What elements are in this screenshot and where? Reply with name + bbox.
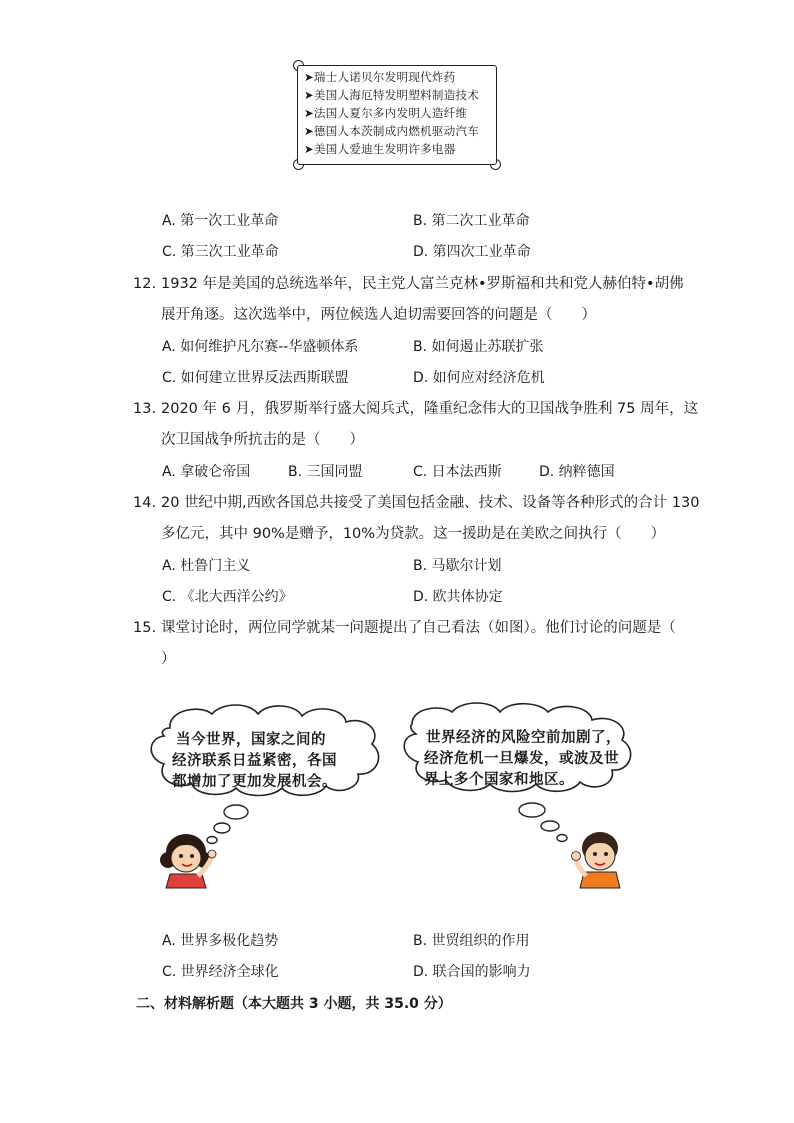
option-d[interactable]: D. 欧共体协定	[413, 589, 503, 605]
question-text: 1932 年是美国的总统选举年，民主党人富兰克林•罗斯福和共和党人赫伯特•胡佛	[161, 276, 684, 292]
option-b[interactable]: B. 世贸组织的作用	[413, 933, 530, 949]
question-number: 12.	[133, 276, 157, 292]
scroll-item: ➤美国人爱迪生发明许多电器	[304, 142, 456, 156]
option-a[interactable]: A. 拿破仑帝国	[162, 464, 251, 480]
question-text: 20 世纪中期,西欧各国总共接受了美国包括金融、技术、设备等各种形式的合计 130	[161, 495, 700, 511]
inventions-scroll	[294, 63, 500, 167]
option-c[interactable]: C. 如何建立世界反法西斯联盟	[162, 370, 349, 386]
right-thought-dots	[519, 803, 567, 842]
question-text: 展开角逐。这次选举中，两位候选人迫切需要回答的问题是（ ）	[161, 307, 596, 323]
question-text: 次卫国战争所抗击的是（ ）	[161, 432, 364, 448]
option-d[interactable]: D. 如何应对经济危机	[413, 370, 545, 386]
section-heading: 二、材料解析题（本大题共 3 小题，共 35.0 分）	[136, 996, 452, 1012]
right-bubble-line: 经济危机一旦爆发，或波及世	[424, 751, 619, 767]
option-b[interactable]: B. 第二次工业革命	[413, 213, 530, 229]
option-a[interactable]: A. 世界多极化趋势	[162, 933, 279, 949]
question-number: 14.	[133, 495, 157, 511]
question-number: 13.	[133, 401, 157, 417]
question-text: 多亿元，其中 90%是赠予，10%为贷款。这一援助是在美欧之间执行（ ）	[161, 526, 666, 542]
option-d[interactable]: D. 第四次工业革命	[413, 244, 531, 260]
right-bubble-line: 世界经济的风险空前加剧了，	[426, 730, 621, 746]
option-b[interactable]: B. 三国同盟	[288, 464, 363, 480]
scroll-item: ➤法国人夏尔多内发明人造纤维	[304, 106, 468, 120]
option-c[interactable]: C. 第三次工业革命	[162, 244, 279, 260]
option-a[interactable]: A. 杜鲁门主义	[162, 558, 251, 574]
option-d[interactable]: D. 联合国的影响力	[413, 964, 531, 980]
left-thought-dots	[207, 805, 248, 844]
scroll-item: ➤瑞士人诺贝尔发明现代炸药	[304, 70, 456, 84]
option-a[interactable]: A. 第一次工业革命	[162, 213, 279, 229]
option-c[interactable]: C. 日本法西斯	[413, 464, 502, 480]
option-d[interactable]: D. 纳粹德国	[539, 464, 615, 480]
option-c[interactable]: C. 《北大西洋公约》	[162, 589, 293, 605]
scroll-body	[297, 65, 497, 165]
question-text: 2020 年 6 月，俄罗斯举行盛大阅兵式，隆重纪念伟大的卫国战争胜利 75 周年，这	[161, 401, 699, 417]
option-b[interactable]: B. 如何遏止苏联扩张	[413, 339, 544, 355]
scroll-item: ➤德国人本茨制成内燃机驱动汽车	[304, 124, 480, 138]
option-a[interactable]: A. 如何维护凡尔赛--华盛顿体系	[162, 339, 359, 355]
option-c[interactable]: C. 世界经济全球化	[162, 964, 279, 980]
question-number: 15.	[133, 620, 157, 636]
question-text: 课堂讨论时，两位同学就某一问题提出了自己看法（如图）。他们讨论的问题是（	[161, 620, 676, 636]
scroll-item: ➤美国人海厄特发明塑料制造技术	[304, 88, 480, 102]
question-text: ）	[161, 651, 176, 667]
option-b[interactable]: B. 马歇尔计划	[413, 558, 502, 574]
boy-student-figure	[572, 832, 621, 888]
left-bubble-line: 当今世界，国家之间的	[176, 732, 326, 748]
right-bubble-line: 界上多个国家和地区。	[424, 772, 574, 788]
left-bubble-line: 经济联系日益紧密，各国	[172, 753, 337, 769]
left-bubble-line: 都增加了更加发展机会。	[172, 774, 337, 790]
